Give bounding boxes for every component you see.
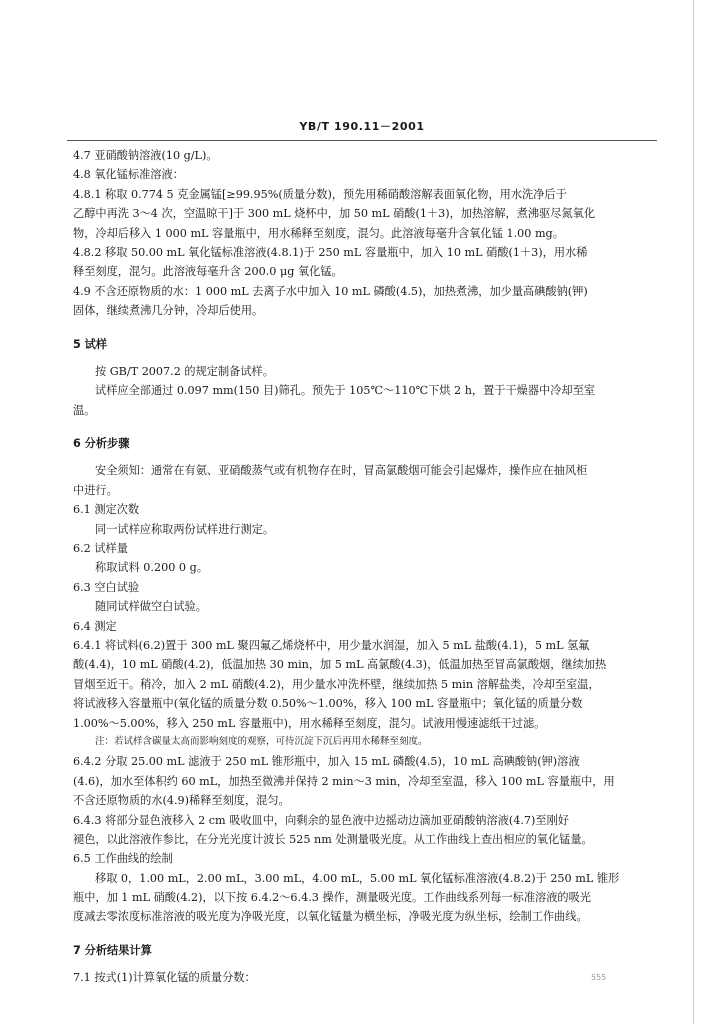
text-line: 度减去零浓度标准溶液的吸光度为净吸光度，以氧化锰量为横坐标，净吸光度为纵坐标，绘制工作曲线。 <box>73 910 588 924</box>
clause-6-4-1: 6.4.1 将试料(6.2)置于 300 mL 聚四氟乙烯烧杯中，用少量水润湿，加入 5 mL 盐酸(4.1)，5 mL 氢氟 <box>73 638 590 652</box>
header-rule <box>67 140 657 141</box>
text-line: 试样应全部通过 0.097 mm(150 目)筛孔。预先于 105℃～110℃下烘 2 h，置于干燥器中冷却至室 <box>95 384 595 398</box>
clause-6-3: 6.3 空白试验 <box>73 580 140 594</box>
clause-6-2: 6.2 试样量 <box>73 542 128 556</box>
clause-4-8-2: 4.8.2 移取 50.00 mL 氧化锰标准溶液(4.8.1)于 250 mL 容量瓶中，加入 10 mL 硝酸(1＋3)，用水稀 <box>73 245 588 259</box>
text-line: 按 GB/T 2007.2 的规定制备试样。 <box>95 364 274 378</box>
text-line: 褪色，以此溶液作参比，在分光光度计波长 525 nm 处测量吸光度。从工作曲线上查出相应的氧化锰量。 <box>73 832 593 846</box>
section-heading-5: 5 试样 <box>73 337 108 351</box>
standard-header: YB/T 190.11－2001 <box>299 120 425 133</box>
text-line: 将试液移入容量瓶中(氧化锰的质量分数 0.50%～1.00%，移入 100 mL 容量瓶中；氧化锰的质量分数 <box>73 697 583 711</box>
text-line: 瓶中，加 1 mL 硝酸(4.2)，以下按 6.4.2～6.4.3 操作，测量吸光度。工作曲线系列每一标准溶液的吸光 <box>73 891 591 905</box>
text-line: 乙醇中再洗 3～4 次，空温晾干]于 300 mL 烧杯中，加 50 mL 硝酸(1＋3)，加热溶解，煮沸驱尽氮氧化 <box>73 207 596 221</box>
text-line: 释至刻度，混匀。此溶液每毫升含 200.0 μg 氧化锰。 <box>73 265 343 279</box>
clause-4-7: 4.7 亚硝酸钠溶液(10 g/L)。 <box>73 149 218 162</box>
text-line: 物，冷却后移入 1 000 mL 容量瓶中，用水稀释至刻度，混匀。此溶液每毫升含氧化锰 1.00 mg。 <box>73 226 564 240</box>
text-line: 称取试料 0.200 0 g。 <box>95 561 208 575</box>
document-body <box>73 150 653 992</box>
safety-notice: 安全须知：通常在有氨、亚硝酸蒸气或有机物存在时，冒高氯酸烟可能会引起爆炸，操作应在抽风柜 <box>95 464 588 478</box>
text-line: 中进行。 <box>73 483 118 497</box>
clause-6-1: 6.1 测定次数 <box>73 503 140 517</box>
clause-7-1: 7.1 按式(1)计算氧化锰的质量分数： <box>73 971 256 985</box>
scan-edge-line <box>693 0 694 1024</box>
text-line: (4.6)，加水至体积约 60 mL，加热至微沸并保持 2 min～3 min，冷却至室温，移入 100 mL 容量瓶中，用 <box>73 774 615 788</box>
clause-6-4-3: 6.4.3 将部分显色液移入 2 cm 吸收皿中，向剩余的显色液中边摇动边滴加亚硝酸钠溶液(4.7)至刚好 <box>73 813 569 827</box>
text-line: 固体，继续煮沸几分钟，冷却后使用。 <box>73 304 264 318</box>
page-number: 555 <box>591 973 607 982</box>
clause-6-4-2: 6.4.2 分取 25.00 mL 滤液于 250 mL 锥形瓶中，加入 15 mL 磷酸(4.5)，10 mL 高碘酸钠(钾)溶液 <box>73 755 580 769</box>
text-line: 移取 0，1.00 mL，2.00 mL，3.00 mL，4.00 mL，5.00 mL 氧化锰标准溶液(4.8.2)于 250 mL 锥形 <box>95 871 620 885</box>
clause-4-8-1: 4.8.1 称取 0.774 5 克金属锰[≥99.95%(质量分数)，预先用稀硝酸溶解表面氧化物，用水洗净后于 <box>73 187 567 201</box>
text-line: 温。 <box>73 403 96 417</box>
text-line: 同一试样应称取两份试样进行测定。 <box>95 522 275 536</box>
clause-4-9: 4.9 不含还原物质的水：1 000 mL 去离子水中加入 10 mL 磷酸(4.5)，加热煮沸，加少量高碘酸钠(钾) <box>73 284 588 298</box>
text-line: 1.00%～5.00%，移入 250 mL 容量瓶中)，用水稀释至刻度，混匀。试液用慢速滤纸干过滤。 <box>73 716 546 730</box>
clause-6-5: 6.5 工作曲线的绘制 <box>73 852 173 866</box>
clause-4-8: 4.8 氧化锰标准溶液： <box>73 168 184 182</box>
text-line: 随同试样做空白试验。 <box>95 600 207 614</box>
text-line: 不含还原物质的水(4.9)稀释至刻度，混匀。 <box>73 794 290 808</box>
section-heading-6: 6 分析步骤 <box>73 437 130 451</box>
clause-6-4: 6.4 测定 <box>73 619 117 633</box>
text-line: 冒烟至近干。稍冷，加入 2 mL 硝酸(4.2)，用少量水冲洗杯壁，继续加热 5 min 溶解盐类，冷却至室温， <box>73 677 600 691</box>
text-line: 酸(4.4)，10 mL 硝酸(4.2)，低温加热 30 min，加 5 mL 高氯酸(4.3)，低温加热至冒高氯酸烟，继续加热 <box>73 658 607 672</box>
note: 注：若试样含碳量太高而影响刻度的观察，可待沉淀下沉后再用水稀释至刻度。 <box>95 735 428 747</box>
section-heading-7: 7 分析结果计算 <box>73 943 152 957</box>
